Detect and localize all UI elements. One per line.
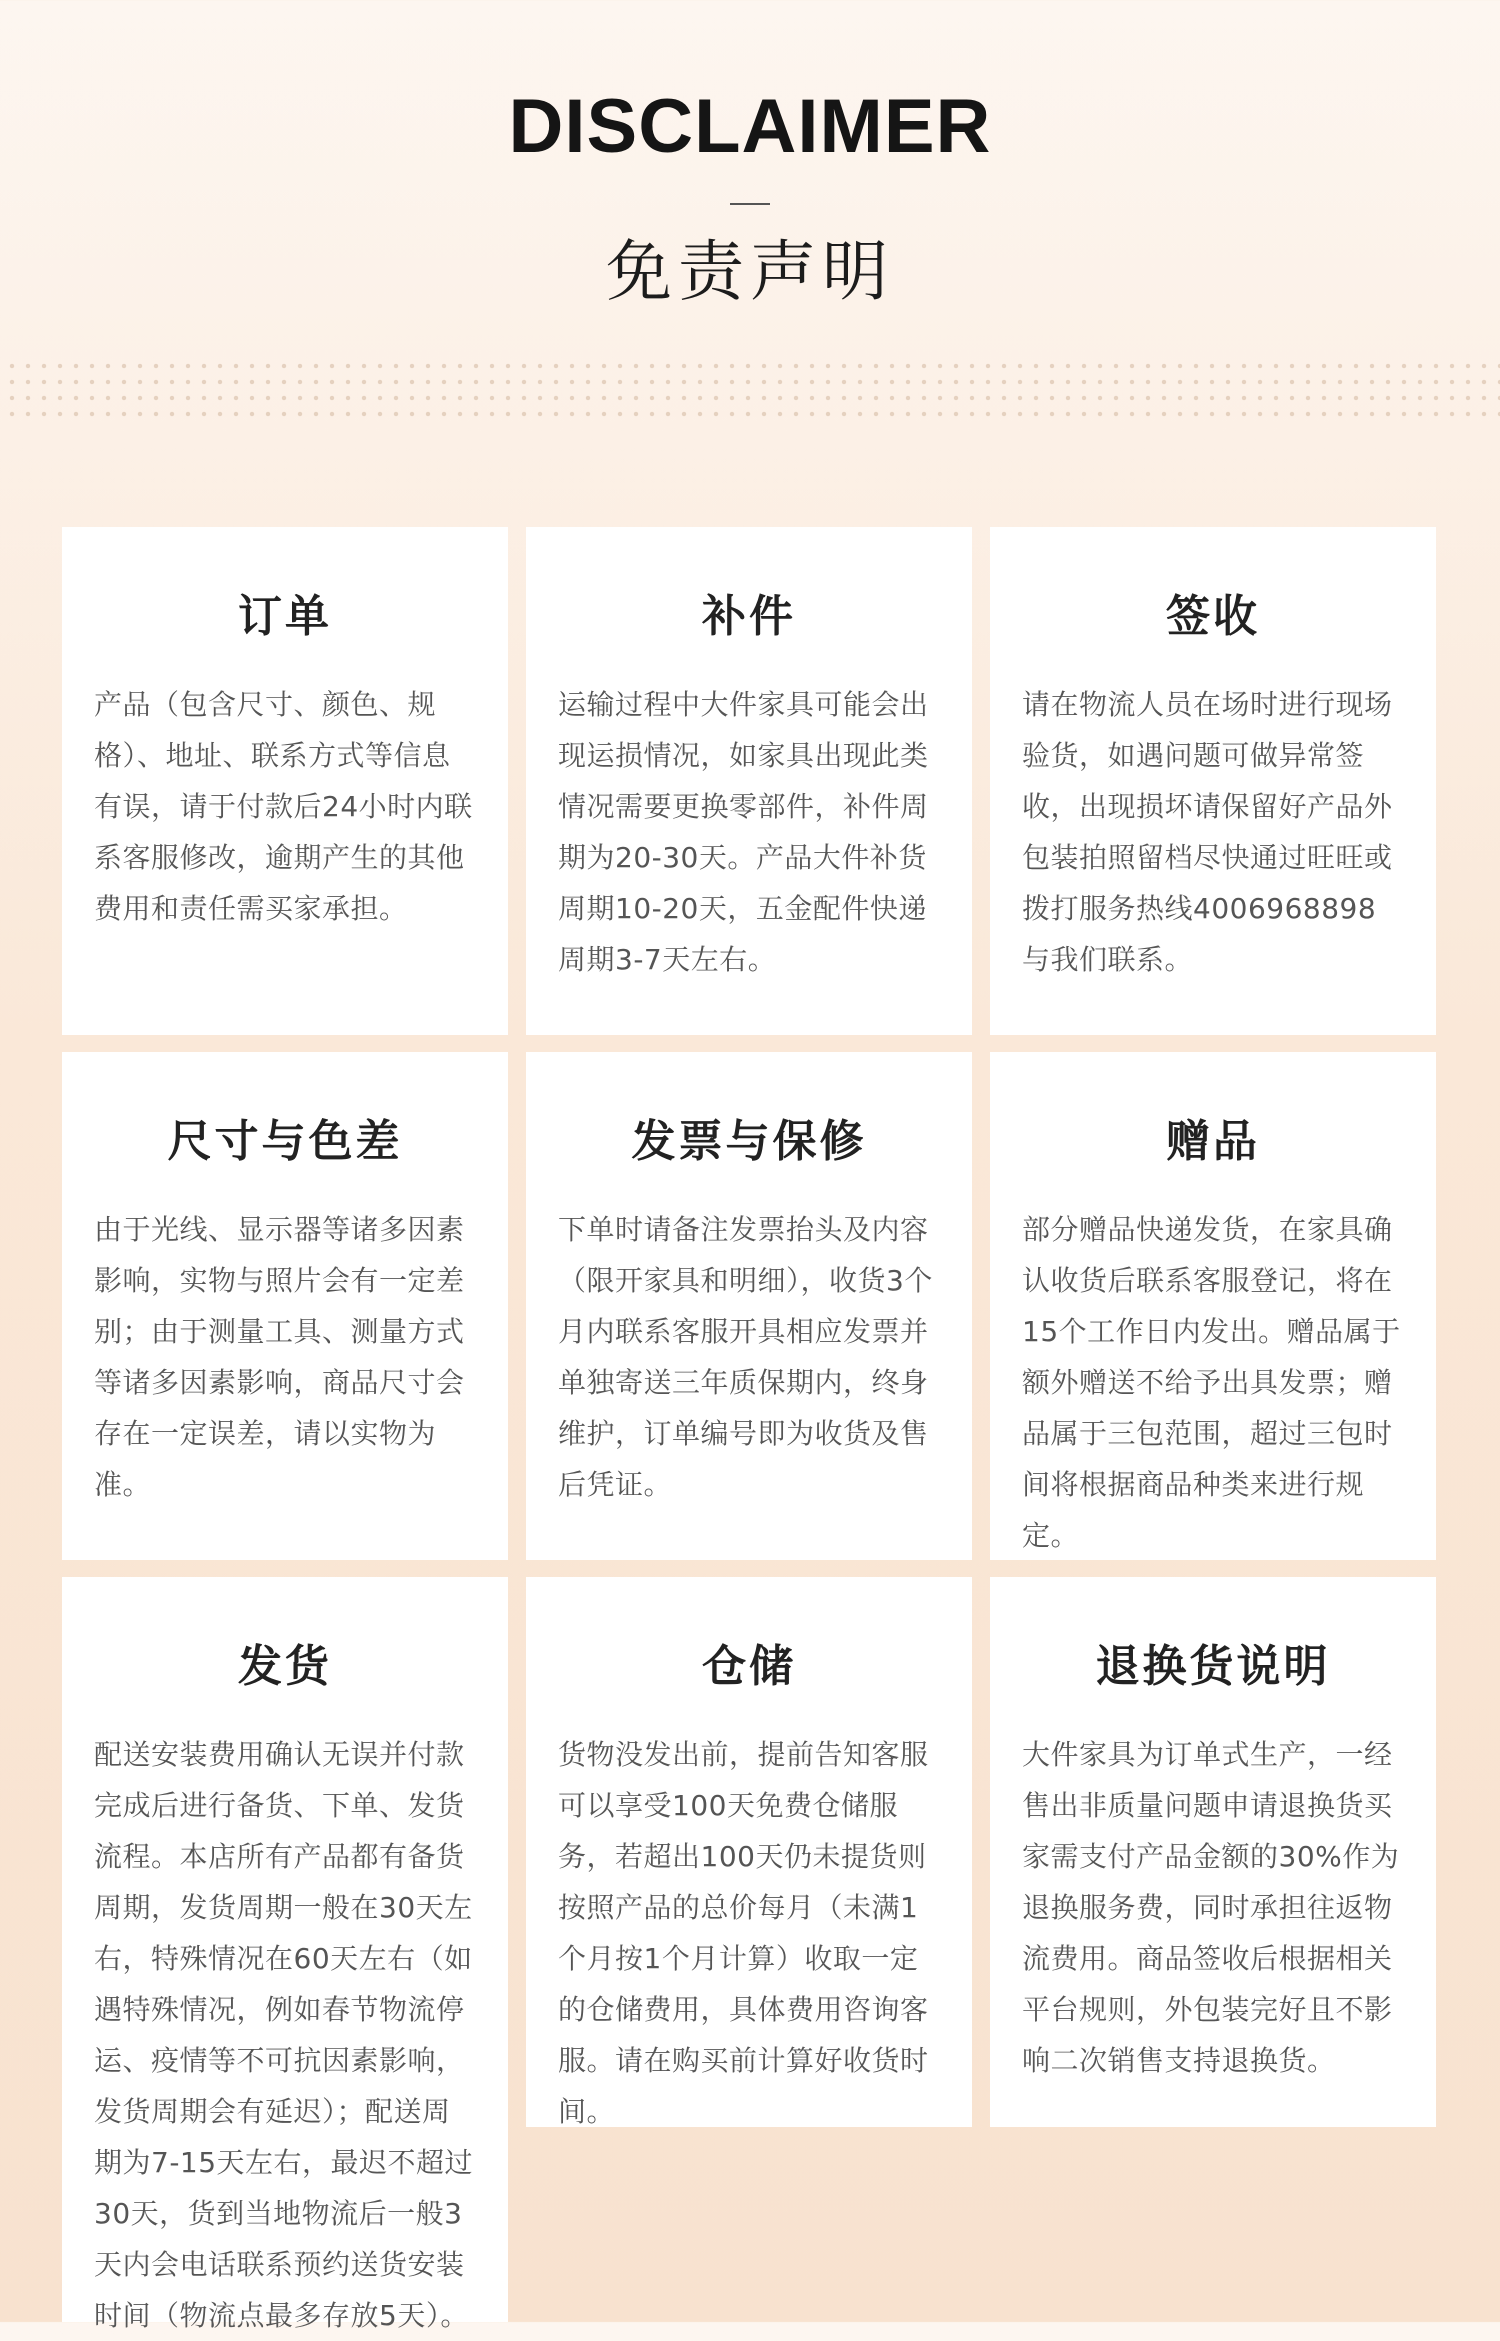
page-title-en: DISCLAIMER — [508, 84, 992, 169]
card-body: 货物没发出前，提前告知客服可以享受100天免费仓储服务，若超出100天仍未提货则按照产品的总价每月（未满1个月按1个月计算）收取一定的仓储费用，具体费用咨询客服。请在购买前计算好收货时间。 — [558, 1738, 929, 2128]
card-body: 下单时请备注发票抬头及内容（限开家具和明细），收货3个月内联系客服开具相应发票并单独寄送三年质保期内，终身维护，订单编号即为收货及售后凭证。 — [558, 1213, 933, 1501]
card-title: 发票与保修 — [631, 1116, 867, 1167]
card-receipt — [990, 527, 1436, 1035]
card-title: 订单 — [238, 591, 332, 642]
card-body: 配送安装费用确认无误并付款完成后进行备货、下单、发货流程。本店所有产品都有备货周期，发货周期一般在30天左右，特殊情况在60天左右（如遇特殊情况，例如春节物流停运、疫情等不可抗因素影响，发货周期会有延迟）；配送周期为7-15天左右，最迟不超过30天，货到当地物流后一般3天内会电话联系预约送货安装时间（物流点最多存放5天）。 — [94, 1738, 474, 2332]
card-gifts — [990, 1052, 1436, 1560]
card-title: 签收 — [1166, 591, 1260, 642]
card-title: 发货 — [238, 1641, 332, 1692]
card-title: 仓储 — [702, 1641, 796, 1692]
card-body: 部分赠品快递发货，在家具确认收货后联系客服登记，将在15个工作日内发出。赠品属于额外赠送不给予出具发票；赠品属于三包范围，超过三包时间将根据商品种类来进行规定。 — [1022, 1213, 1401, 1552]
card-shipping — [62, 1577, 508, 2332]
header — [0, 0, 1500, 500]
card-returns — [990, 1577, 1436, 2127]
card-title: 退换货说明 — [1095, 1641, 1331, 1692]
page-title-cn: 免责声明 — [606, 233, 894, 310]
card-body: 大件家具为订单式生产，一经售出非质量问题申请退换货买家需支付产品金额的30%作为退换服务费，同时承担往返物流费用。商品签收后根据相关平台规则，外包装完好且不影响二次销售支持退换货。 — [1022, 1738, 1400, 2077]
card-storage — [526, 1577, 972, 2127]
card-body: 由于光线、显示器等诸多因素影响，实物与照片会有一定差别；由于测量工具、测量方式等诸多因素影响，商品尺寸会存在一定误差，请以实物为准。 — [94, 1213, 465, 1501]
card-title: 补件 — [702, 591, 796, 642]
card-title: 尺寸与色差 — [167, 1116, 403, 1167]
card-body: 运输过程中大件家具可能会出现运损情况，如家具出现此类情况需要更换零部件，补件周期为20-30天。产品大件补货周期10-20天，五金配件快递周期3-7天左右。 — [558, 688, 929, 976]
card-invoice-warranty — [526, 1052, 972, 1560]
card-replacement-parts — [526, 527, 972, 1035]
card-title: 赠品 — [1166, 1116, 1260, 1167]
dotted-pattern — [0, 358, 1500, 418]
card-body: 产品（包含尺寸、颜色、规格）、地址、联系方式等信息有误，请于付款后24小时内联系客服修改，逾期产生的其他费用和责任需买家承担。 — [94, 688, 473, 925]
card-order — [62, 527, 508, 1035]
card-body: 请在物流人员在场时进行现场验货，如遇问题可做异常签收，出现损坏请保留好产品外包装拍照留档尽快通过旺旺或拨打服务热线4006968898与我们联系。 — [1022, 688, 1393, 976]
card-size-color — [62, 1052, 508, 1560]
title-divider — [730, 203, 770, 205]
